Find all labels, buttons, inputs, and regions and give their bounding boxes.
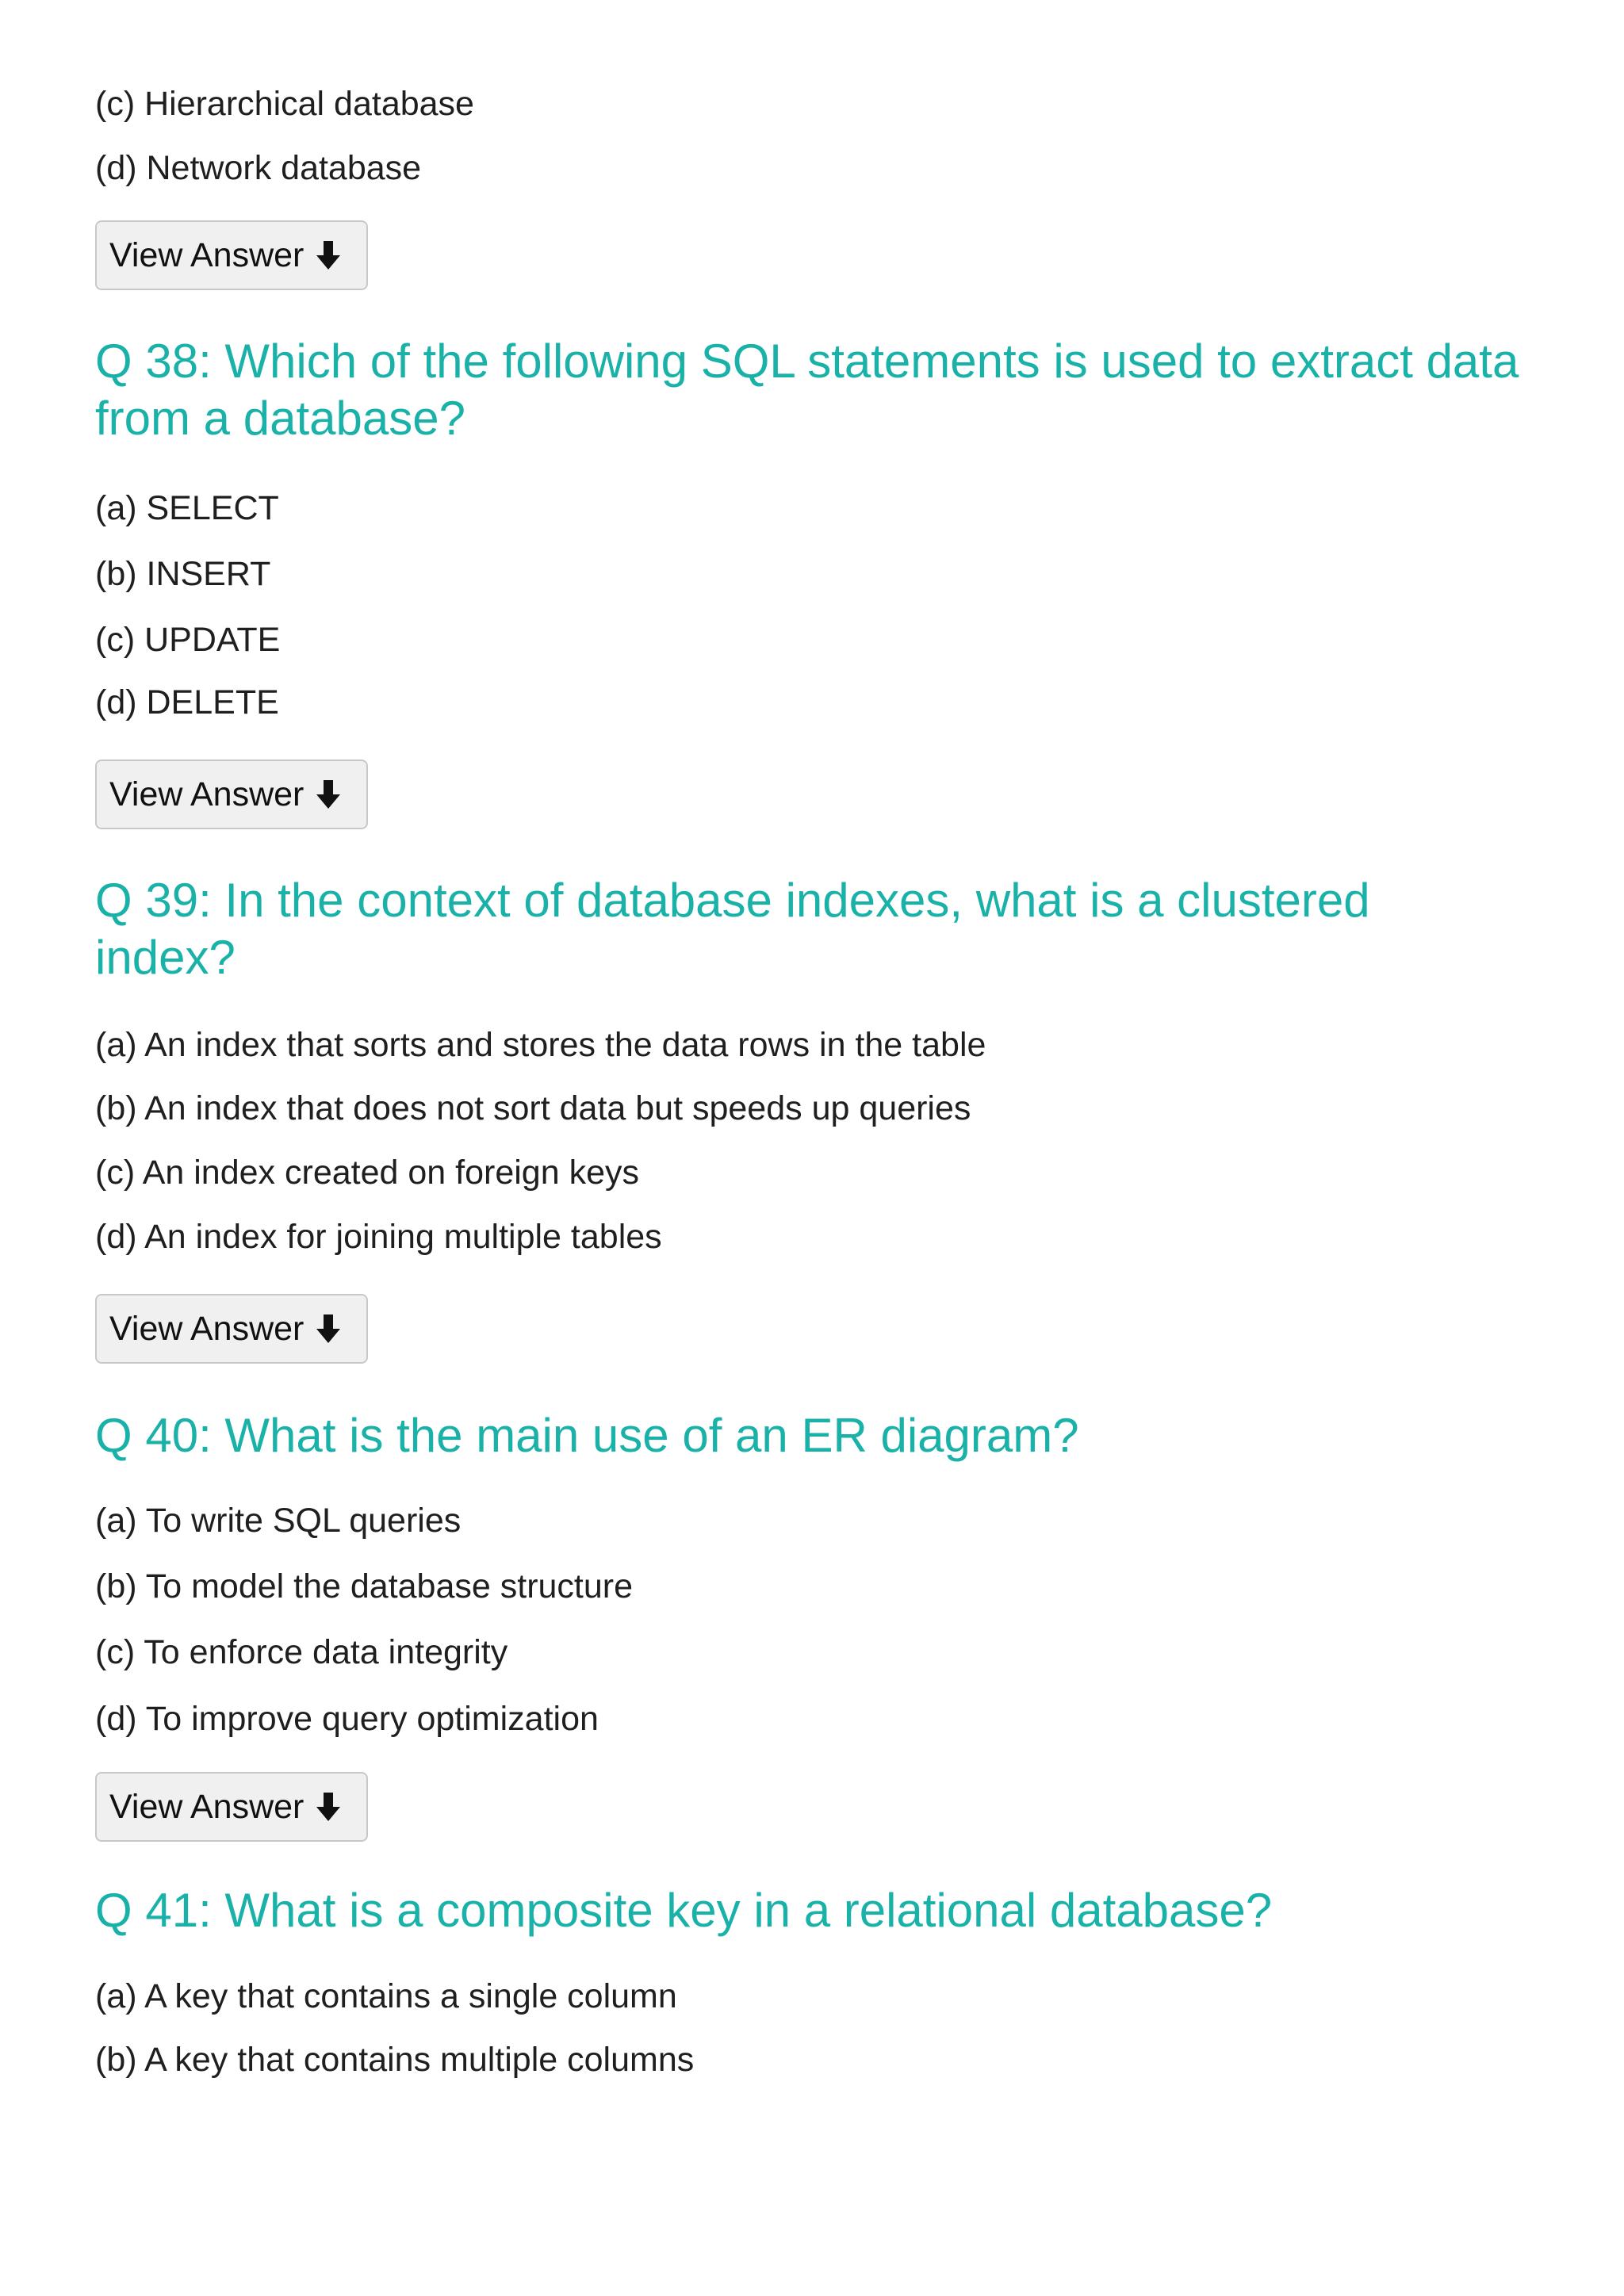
q38-option-c: (c) UPDATE: [95, 621, 281, 659]
q39-question: Q 39: In the context of database indexes, what is a clustered index?: [95, 874, 1370, 984]
q38-option-b: (b) INSERT: [95, 555, 271, 593]
down-arrow-icon: [316, 239, 340, 271]
view-answer-label: View Answer: [109, 1787, 304, 1826]
q38-option-a: (a) SELECT: [95, 489, 279, 527]
down-arrow-icon: [316, 779, 340, 810]
q40-option-a: (a) To write SQL queries: [95, 1502, 462, 1540]
q39-option-d: (d) An index for joining multiple tables: [95, 1218, 662, 1256]
q41-option-a: (a) A key that contains a single column: [95, 1977, 677, 2015]
q38-view-answer-button[interactable]: [95, 760, 368, 829]
q40-option-d: (d) To improve query optimization: [95, 1700, 599, 1738]
q40-option-c: (c) To enforce data integrity: [95, 1633, 508, 1671]
q39-view-answer-button[interactable]: [95, 1294, 368, 1364]
down-arrow-icon: [316, 1791, 340, 1823]
q38-question: Q 38: Which of the following SQL statements is used to extract data from a database?: [95, 335, 1519, 445]
q40-question: Q 40: What is the main use of an ER diagram?: [95, 1409, 1079, 1462]
down-arrow-icon: [316, 1313, 340, 1345]
q39-option-a: (a) An index that sorts and stores the data rows in the table: [95, 1026, 986, 1064]
q37-option-d: (d) Network database: [95, 149, 422, 187]
q39-option-c: (c) An index created on foreign keys: [95, 1154, 639, 1192]
q41-option-b: (b) A key that contains multiple columns: [95, 2041, 695, 2079]
q41-question: Q 41: What is a composite key in a relational database?: [95, 1884, 1273, 1937]
q39-option-b: (b) An index that does not sort data but speeds up queries: [95, 1089, 971, 1127]
q40-view-answer-button[interactable]: [95, 1772, 368, 1842]
q38-option-d: (d) DELETE: [95, 683, 279, 721]
q37-option-c: (c) Hierarchical database: [95, 85, 474, 123]
view-answer-label: View Answer: [109, 235, 304, 274]
q37-view-answer-button[interactable]: [95, 220, 368, 290]
q40-option-b: (b) To model the database structure: [95, 1567, 634, 1605]
view-answer-label: View Answer: [109, 1309, 304, 1348]
view-answer-label: View Answer: [109, 775, 304, 813]
